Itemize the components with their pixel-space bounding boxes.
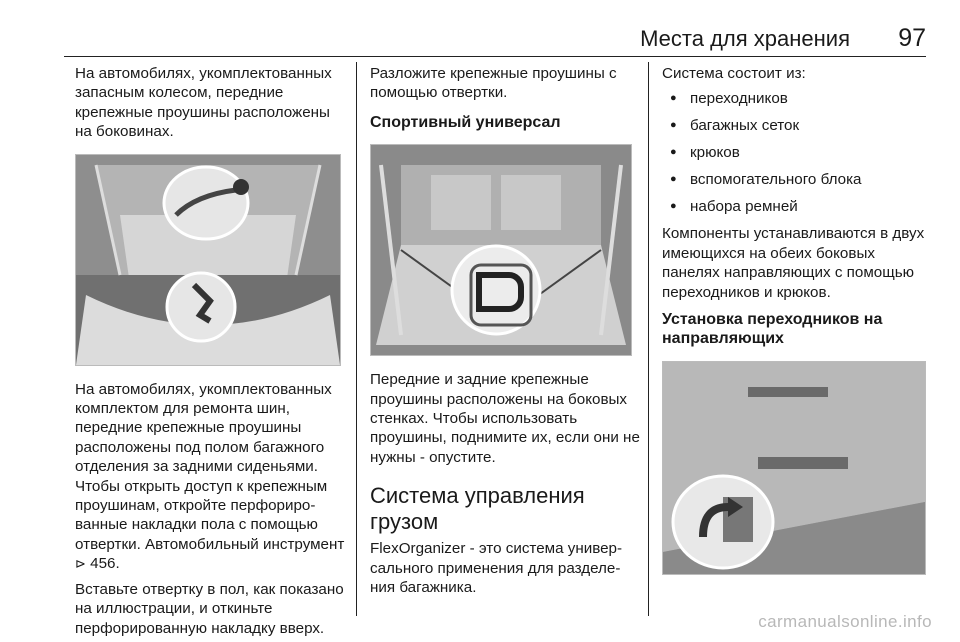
c2-paragraph-2: Передние и задние крепежные проушины расположены на боковых стенках. Чтобы использовать проушины, поднимите их, если они не нужны - опустите. bbox=[370, 371, 640, 466]
c3-subheading: Установка переходников на направляющих bbox=[662, 311, 883, 348]
c2-section-heading: Система управления грузом bbox=[370, 483, 585, 535]
c2-paragraph-3: FlexOrganizer - это система универсального применения для разделения багажника. bbox=[370, 540, 623, 597]
c2-paragraph-1: Разложите крепежные проушины с помощью отвертки. bbox=[370, 65, 617, 102]
c3-paragraph-1: Компоненты устанавливаются в двух имеющихся на обеих боковых панелях направляющих с помощью переходников и крюков. bbox=[662, 225, 925, 301]
page-reference-arrow-icon: ⊳ bbox=[75, 556, 86, 572]
column-1 bbox=[75, 64, 347, 638]
watermark: carmanualsonline.info bbox=[758, 612, 932, 631]
c1-paragraph-2-text: На автомобилях, укомплектованных комплектом для ремонта шин, передние крепежные проушины расположены под полом багажного отделения за задними сиденьями. Чтобы открыть доступ к крепежным проушинам, откройте перфорированные накладки пола с помощью отвертки. Автомобильный инструмент bbox=[75, 380, 345, 553]
rail-adapter-figure bbox=[662, 361, 926, 575]
c1-paragraph-3: Вставьте отвертку в пол, как показано на иллюстрации, и откиньте перфорированную накладку вверх. bbox=[75, 580, 344, 637]
c1-paragraph-2 bbox=[75, 380, 347, 574]
component-list bbox=[662, 89, 930, 216]
column-3 bbox=[662, 64, 930, 575]
section-title: Места для хранения bbox=[640, 26, 850, 51]
list-item: ● багажных сеток bbox=[662, 116, 930, 135]
c1-paragraph-1: На автомобилях, укомплектованных запасным колесом, передние крепежные проушины расположены на боковинах. bbox=[75, 65, 332, 141]
trunk-spare-wheel-figure bbox=[75, 154, 341, 366]
list-item: ● вспомогательного блока bbox=[662, 170, 930, 189]
c1-paragraph-2-ref-page: 456. bbox=[90, 555, 120, 573]
column-2 bbox=[370, 64, 640, 597]
sports-tourer-trunk-figure bbox=[370, 144, 632, 356]
list-item: ● крюков bbox=[662, 143, 930, 162]
c3-intro: Система состоит из: bbox=[662, 65, 806, 82]
header-rule bbox=[64, 56, 926, 57]
page-number: 97 bbox=[898, 24, 926, 52]
list-item: ● набора ремней bbox=[662, 197, 930, 216]
page-header bbox=[64, 24, 926, 56]
c2-subheading: Спортивный универсал bbox=[370, 113, 561, 131]
column-divider-2 bbox=[648, 62, 649, 616]
list-item: ● переходников bbox=[662, 89, 930, 108]
column-divider-1 bbox=[356, 62, 357, 616]
